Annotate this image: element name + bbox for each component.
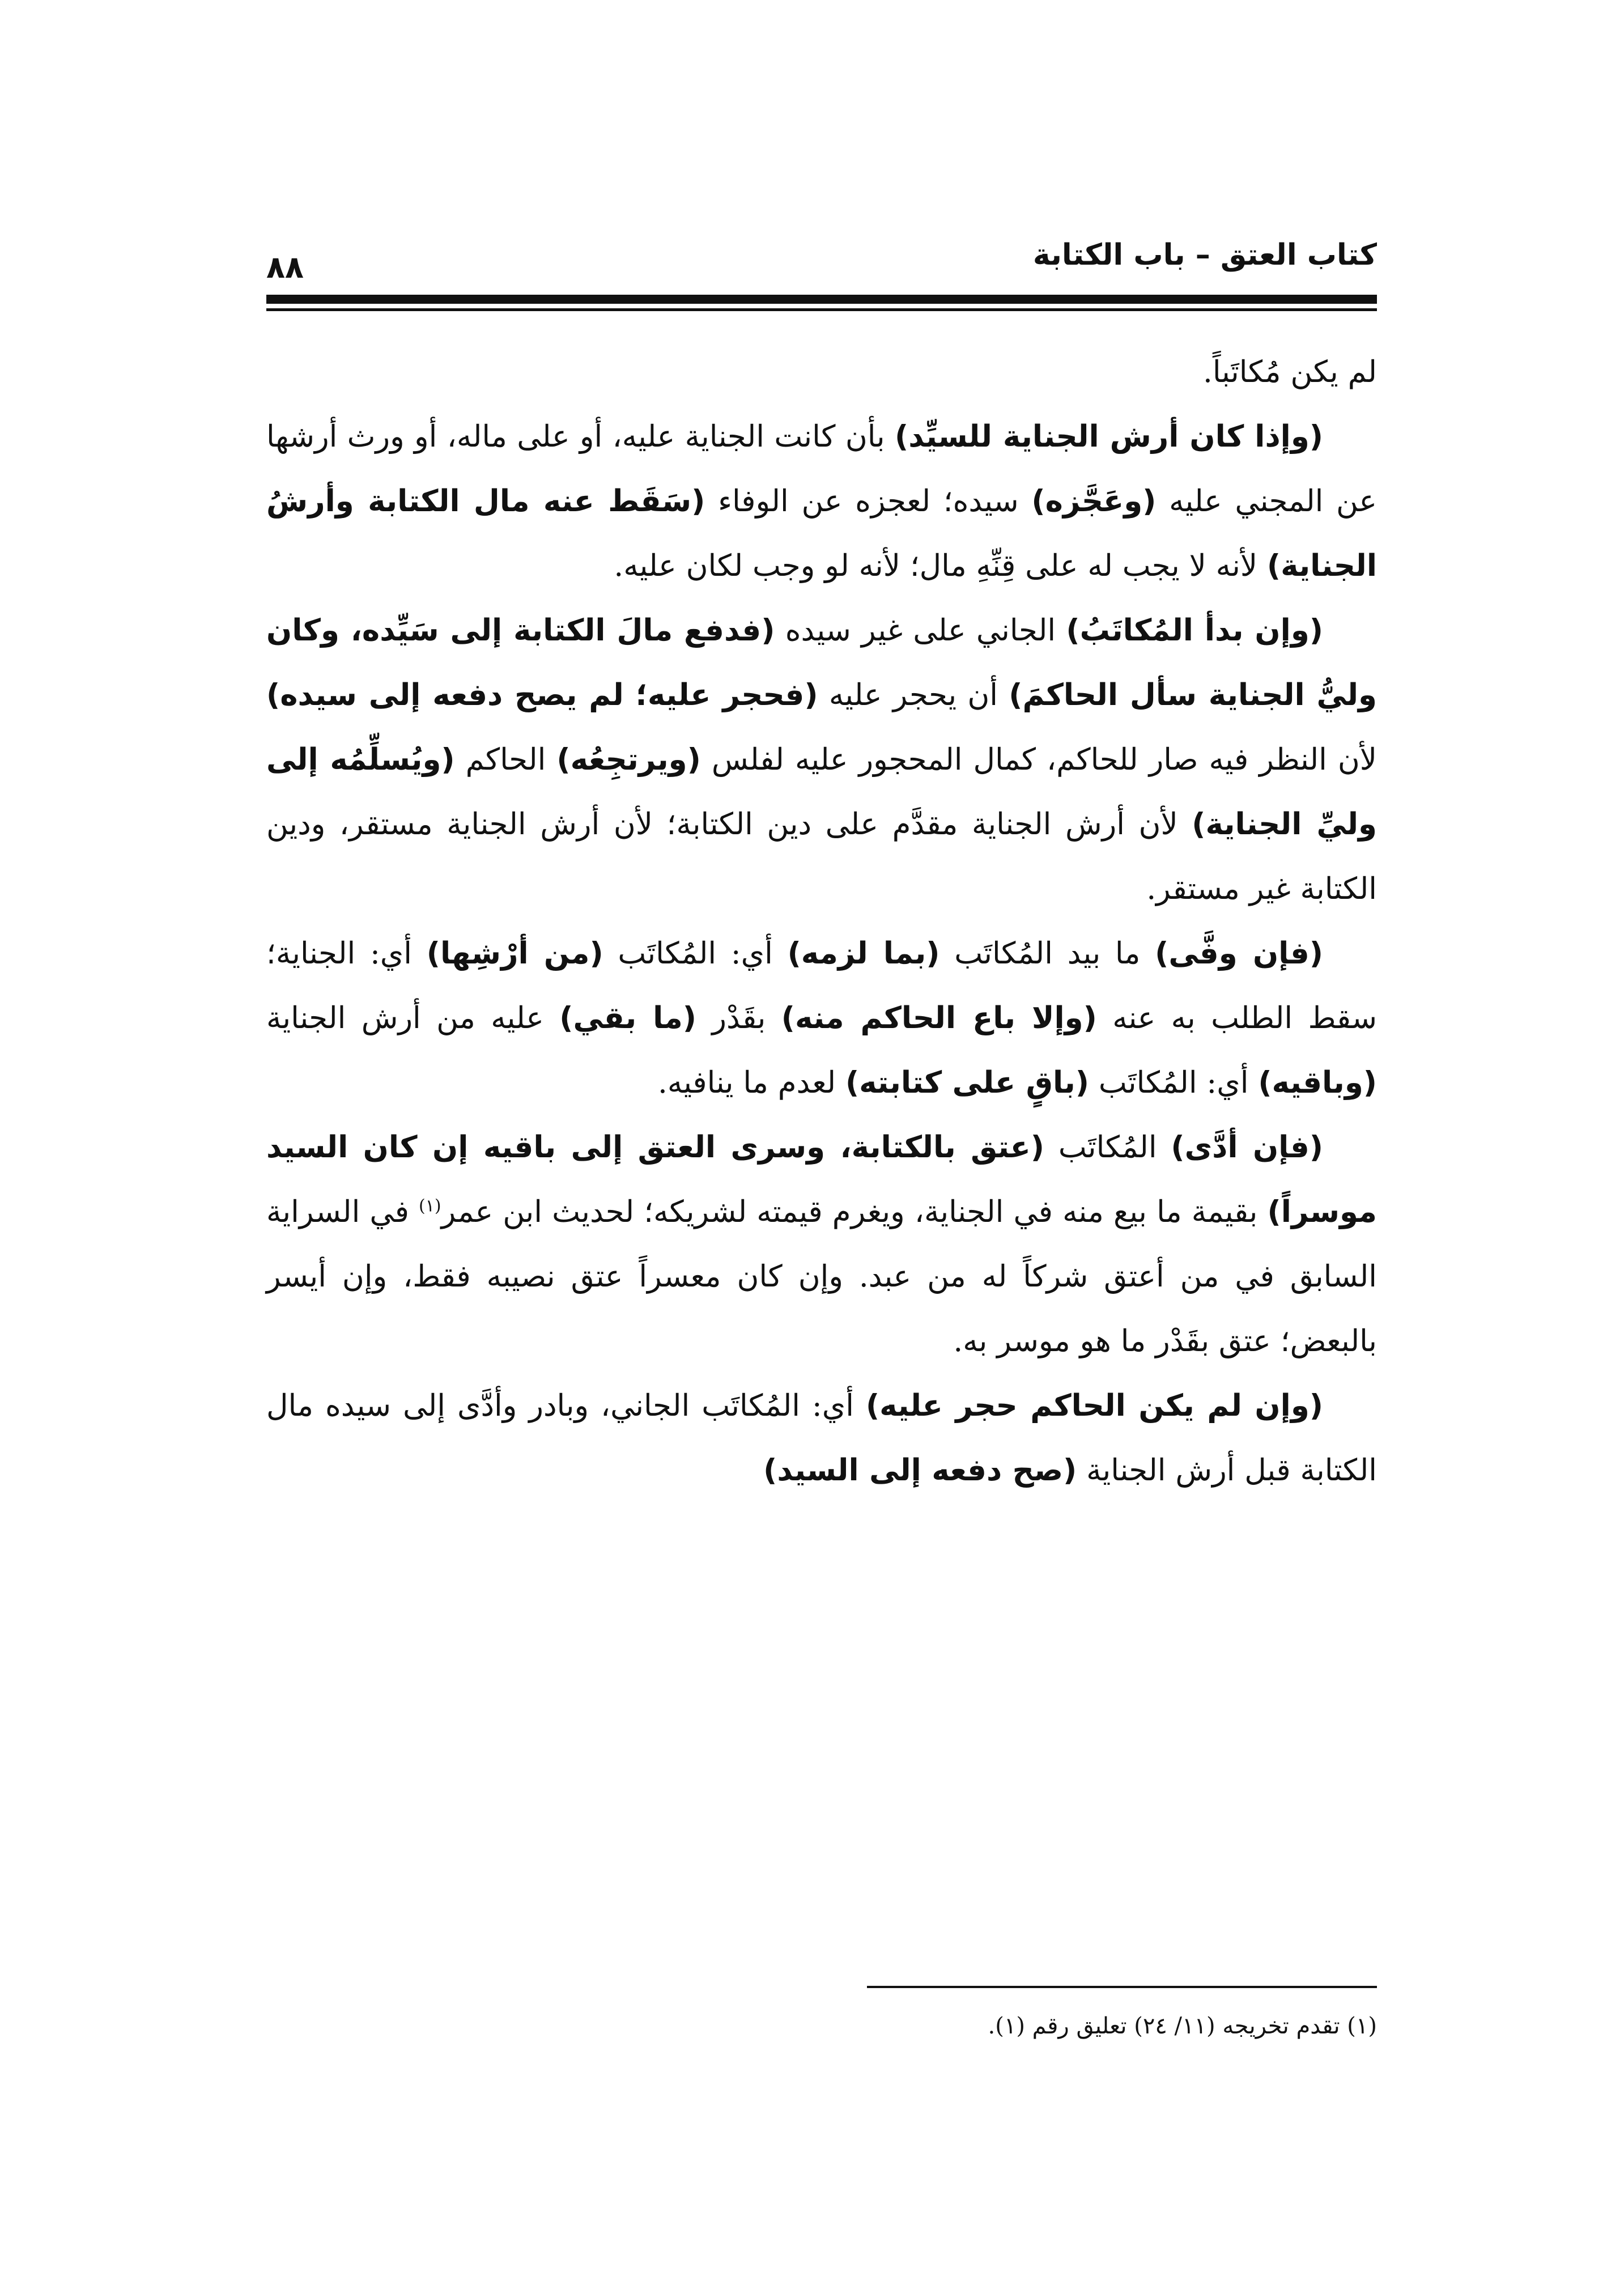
matn-text: (وعَجَّزه) (1031, 484, 1157, 519)
sharh-text: الجاني على غير سيده (775, 613, 1066, 648)
page-number: ٨٨ (266, 249, 304, 285)
main-text (266, 340, 1377, 1503)
document-page (266, 0, 1377, 2293)
paragraph-2 (266, 405, 1377, 598)
paragraph-text: لم يكن مُكاتَباً. (1202, 355, 1377, 389)
sharh-text: أي: المُكاتَب الجاني، وبادر وأدَّى إلى سيده مال الكتابة قبل أرش الجناية (266, 1388, 1377, 1488)
matn-text: (بما لزمه) (787, 936, 940, 971)
sharh-text: بقَدْر (696, 1001, 781, 1035)
chapter-title: كتاب العتق – باب الكتابة (1032, 238, 1377, 272)
footnote-separator (867, 1986, 1377, 1988)
matn-text: (وباقيه) (1258, 1065, 1377, 1100)
paragraph-4 (266, 922, 1377, 1115)
matn-text: (باقٍ على كتابته) (845, 1065, 1089, 1100)
matn-text: (فحجر عليه؛ لم يصح دفعه إلى سيده) (266, 678, 818, 712)
sharh-text: لأنه لا يجب له على قِنِّهِ مال؛ لأنه لو وجب لكان عليه. (614, 549, 1267, 583)
sharh-text: لعدم ما ينافيه. (658, 1065, 845, 1100)
paragraph-3 (266, 598, 1377, 922)
matn-text: (ما بقي) (559, 1001, 697, 1035)
matn-text: (وإن بدأ المُكاتَبُ) (1066, 613, 1323, 648)
sharh-text: عليه من أرش الجناية (266, 1001, 560, 1035)
sharh-text: الحاكم (454, 742, 557, 777)
matn-text: (فدفع مالَ الكتابة إلى سَيِّده، وكان وليُّ الجناية سأل الحاكمَ) (266, 613, 1377, 712)
running-header (266, 230, 1377, 285)
matn-text: (وإذا كان أرش الجناية للسيِّد) (895, 419, 1324, 454)
matn-text: (فإن أدَّى) (1171, 1130, 1324, 1165)
matn-text: (من أرْشِها) (426, 936, 603, 971)
paragraph-6 (266, 1374, 1377, 1503)
sharh-text: سيده؛ لعجزه عن الوفاء (705, 484, 1032, 519)
matn-text: (سَقَط عنه مال الكتابة وأرشُ الجناية) (266, 484, 1377, 583)
footnote: (١) تقدم تخريجه (١١/ ٢٤) تعليق رقم (١). (988, 2013, 1377, 2039)
matn-text: (فإن وفَّى) (1155, 936, 1324, 971)
header-rule-thin (266, 308, 1377, 311)
matn-text: (ويرتجِعُه) (556, 742, 701, 777)
sharh-text: أن يحجر عليه (818, 678, 1009, 712)
sharh-text: أي: المُكاتَب (603, 936, 788, 971)
sharh-text: بقيمة ما بيع منه في الجناية، ويغرم قيمته لشريكه؛ لحديث ابن عمر (441, 1195, 1268, 1229)
footnote-reference: (١) (419, 1196, 441, 1216)
sharh-text: أي: المُكاتَب (1089, 1065, 1259, 1100)
paragraph-5 (266, 1115, 1377, 1374)
sharh-text: لأن النظر فيه صار للحاكم، كمال المحجور عليه لفلس (700, 742, 1377, 777)
sharh-text: لأن أرش الجناية مقدَّم على دين الكتابة؛ لأن أرش الجناية مستقر، ودين الكتابة غير مستقر. (266, 807, 1377, 906)
sharh-text: في السراية السابق في من أعتق شركاً له من عبد. وإن كان معسراً عتق نصيبه فقط، وإن أيسر بالبعض؛ عتق بقَدْر ما هو موسر به. (266, 1195, 1377, 1358)
sharh-text: ما بيد المُكاتَب (939, 936, 1155, 971)
sharh-text: المُكاتَب (1044, 1130, 1171, 1165)
matn-text: (وإن لم يكن الحاكم حجر عليه) (865, 1388, 1323, 1423)
matn-text: (ويُسلِّمُه إلى وليِّ الجناية) (266, 742, 1378, 842)
header-rule-thick (266, 295, 1377, 304)
sharh-text: بأن كانت الجناية عليه، أو على ماله، أو ورث أرشها عن المجني عليه (266, 419, 1377, 519)
sharh-text: أي: الجناية؛ سقط الطلب به عنه (266, 936, 1377, 1035)
matn-text: (وإلا باع الحاكم منه) (781, 1001, 1097, 1035)
matn-text: (صح دفعه إلى السيد) (763, 1453, 1077, 1488)
matn-text: (عتق بالكتابة، وسرى العتق إلى باقيه إن كان السيد موسراً) (266, 1130, 1377, 1229)
paragraph-1 (266, 340, 1377, 405)
